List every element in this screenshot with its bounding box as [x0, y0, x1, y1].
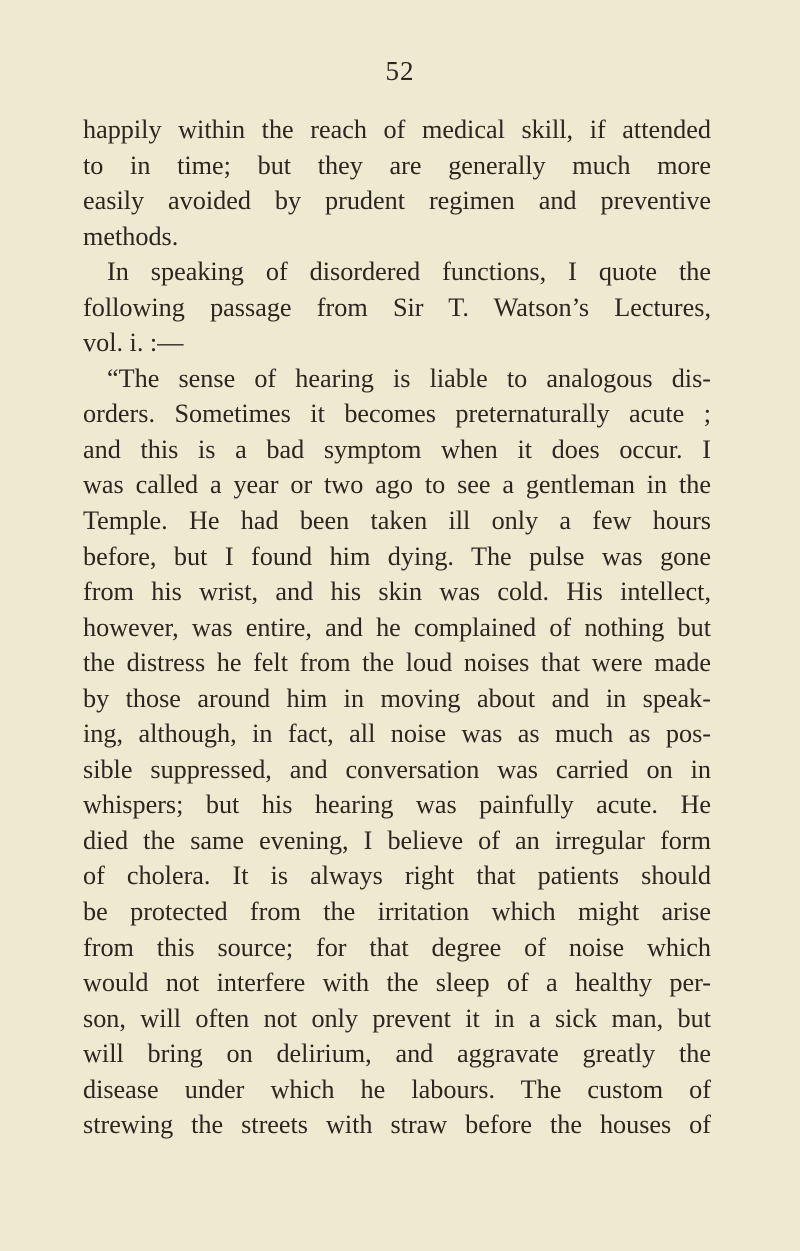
text-line: ing, although, in fact, all noise was as much as pos-: [83, 719, 711, 749]
text-line: died the same evening, I believe of an irregular form: [83, 825, 711, 855]
text-line: to in time; but they are generally much more: [83, 150, 711, 180]
text-line: will bring on delirium, and aggravate greatly the: [83, 1039, 711, 1069]
text-line: by those around him in moving about and in speak-: [83, 683, 711, 713]
text-line: was called a year or two ago to see a gentleman in the: [83, 470, 711, 500]
text-line: orders. Sometimes it becomes preternaturally acute ;: [83, 399, 711, 429]
text-line: son, will often not only prevent it in a sick man, but: [83, 1003, 711, 1033]
text-line: In speaking of disordered functions, I quote the: [107, 257, 711, 287]
text-line: be protected from the irritation which might arise: [83, 897, 711, 927]
text-line: strewing the streets with straw before the houses of: [83, 1110, 711, 1140]
text-line: and this is a bad symptom when it does occur. I: [83, 434, 711, 464]
text-line: would not interfere with the sleep of a healthy per-: [83, 968, 711, 998]
text-line: sible suppressed, and conversation was carried on in: [83, 754, 711, 784]
text-line: Temple. He had been taken ill only a few hours: [83, 506, 711, 536]
text-line: following passage from Sir T. Watson’s Lectures,: [83, 292, 711, 322]
text-line: the distress he felt from the loud noises that were made: [83, 648, 711, 678]
text-line: from his wrist, and his skin was cold. His intellect,: [83, 577, 711, 607]
text-line: disease under which he labours. The custom of: [83, 1074, 711, 1104]
text-line: easily avoided by prudent regimen and preventive: [83, 186, 711, 216]
text-line: of cholera. It is always right that patients should: [83, 861, 711, 891]
text-line: however, was entire, and he complained of nothing but: [83, 612, 711, 642]
text-line: happily within the reach of medical skill, if attended: [83, 115, 711, 144]
text-line: from this source; for that degree of noise which: [83, 932, 711, 962]
text-line: vol. i. :—: [83, 328, 184, 358]
text-line: methods.: [83, 221, 179, 251]
text-line: whispers; but his hearing was painfully acute. He: [83, 790, 711, 820]
text-line: “The sense of hearing is liable to analogous dis-: [107, 363, 711, 393]
page-number: 52: [385, 56, 415, 86]
text-line: before, but I found him dying. The pulse was gone: [83, 541, 711, 571]
body-text: [83, 112, 711, 1143]
